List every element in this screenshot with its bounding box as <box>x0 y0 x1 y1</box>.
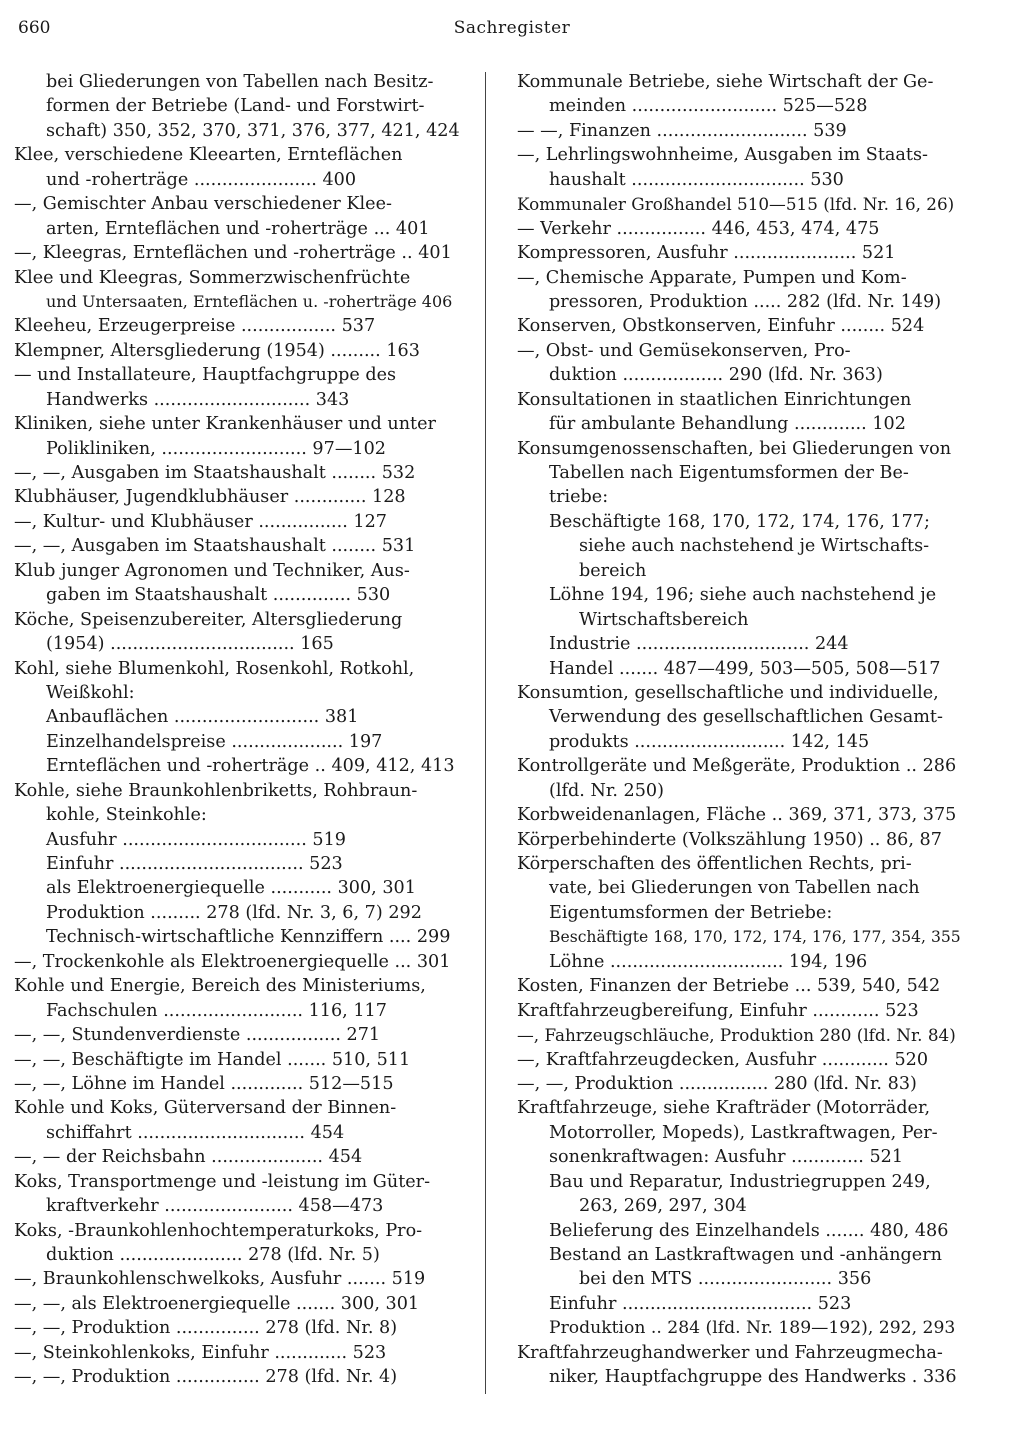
index-entry-line: —, Kleegras, Ernteflächen und -roherträge .. 401 <box>14 243 452 264</box>
index-entry-line: Wirtschaftsbereich <box>579 609 749 630</box>
index-entry-line: Tabellen nach Eigentumsformen der Be- <box>549 463 909 483</box>
index-entry-line: —, —, Produktion ............... 278 (lfd. Nr. 4) <box>14 1367 398 1388</box>
index-entry-line: Klee und Kleegras, Sommerzwischenfrüchte <box>14 267 411 288</box>
index-entry-line: —, —, Ausgaben im Staatshaushalt ........ 532 <box>14 463 416 483</box>
index-entry-line: Handel ....... 487—499, 503—505, 508—517 <box>549 658 941 679</box>
index-entry-line: —, Braunkohlenschwelkoks, Ausfuhr ....... 519 <box>14 1269 426 1290</box>
index-entry-line: Beschäftigte 168, 170, 172, 174, 176, 177; <box>549 511 930 532</box>
index-entry-line: sonenkraftwagen: Ausfuhr ............. 521 <box>549 1147 904 1168</box>
index-entry-line: meinden .......................... 525—528 <box>549 96 868 117</box>
index-entry-line: — und Installateure, Hauptfachgruppe des <box>14 365 397 386</box>
index-entry-line: vate, bei Gliederungen von Tabellen nach <box>549 878 920 899</box>
index-entry-line: pressoren, Produktion ..... 282 (lfd. Nr. 149) <box>549 291 942 312</box>
index-entry-line: Kraftfahrzeugbereifung, Einfuhr ............ 523 <box>517 1000 919 1021</box>
index-entry-line: — —, Finanzen ........................... 539 <box>517 120 847 141</box>
index-entry-line: Klubhäuser, Jugendklubhäuser ............. 128 <box>14 487 406 508</box>
page-number: 660 <box>18 18 51 38</box>
index-entry-line: Kommunaler Großhandel 510—515 (lfd. Nr. 16, 26) <box>517 194 955 215</box>
index-entry-line: —, Lehrlingswohnheime, Ausgaben im Staats- <box>517 145 928 166</box>
index-entry-line: Polikliniken, .......................... 97—102 <box>46 438 386 459</box>
index-entry-line: als Elektroenergiequelle ........... 300, 301 <box>46 878 416 899</box>
index-entry-line: kohle, Steinkohle: <box>46 805 207 826</box>
index-entry-line: Kontrollgeräte und Meßgeräte, Produktion .. 286 <box>517 756 957 777</box>
index-entry-line: Ausfuhr ................................. 519 <box>46 829 346 850</box>
index-entry-line: schiffahrt .............................. 454 <box>46 1122 345 1143</box>
index-entry-line: 263, 269, 297, 304 <box>579 1196 747 1217</box>
index-entry-line: —, Steinkohlenkoks, Einfuhr ............. 523 <box>14 1342 387 1363</box>
index-entry-line: Klee, verschiedene Kleearten, Ernteflächen <box>14 145 403 166</box>
index-column-right <box>517 70 961 1390</box>
index-entry-line: Handwerks ............................ 343 <box>46 389 350 410</box>
index-entry-line: arten, Ernteflächen und -roherträge ... 401 <box>46 218 430 239</box>
index-entry-line: bei den MTS ........................ 356 <box>579 1269 872 1290</box>
index-entry-line: Eigentumsformen der Betriebe: <box>549 902 833 923</box>
index-entry-line: —, Gemischter Anbau verschiedener Klee- <box>14 194 392 215</box>
index-entry-line: Kliniken, siehe unter Krankenhäuser und unter <box>14 414 436 435</box>
index-entry-line: triebe: <box>549 487 609 508</box>
index-entry-line: Körperschaften des öffentlichen Rechts, pri- <box>517 854 912 874</box>
index-entry-line: —, Kultur- und Klubhäuser ................ 127 <box>14 511 387 532</box>
index-entry-line: Technisch-wirtschaftliche Kennziffern .... 299 <box>46 927 451 948</box>
index-entry-line: Produktion ......... 278 (lfd. Nr. 3, 6, 7) 292 <box>46 902 422 923</box>
index-entry-line: niker, Hauptfachgruppe des Handwerks . 336 <box>549 1367 957 1388</box>
index-entry-line: Kohl, siehe Blumenkohl, Rosenkohl, Rotkohl, <box>14 658 415 679</box>
index-entry-line: Konsumtion, gesellschaftliche und individuelle, <box>517 682 939 703</box>
index-entry-line: Bau und Reparatur, Industriegruppen 249, <box>549 1171 931 1192</box>
index-entry-line: Kleeheu, Erzeugerpreise ................. 537 <box>14 316 376 337</box>
running-head: Sachregister <box>453 18 571 38</box>
index-entry-line: Klempner, Altersgliederung (1954) ......... 163 <box>14 340 420 361</box>
index-entry-line: Köche, Speisenzubereiter, Altersgliederung <box>14 609 403 630</box>
index-column-left <box>14 70 460 1390</box>
index-entry-line: gaben im Staatshaushalt .............. 530 <box>46 585 391 606</box>
index-entry-line: und Untersaaten, Ernteflächen u. -roherträge 406 <box>46 291 453 311</box>
index-entry-line: —, —, Ausgaben im Staatshaushalt ........ 531 <box>14 536 416 557</box>
index-entry-line: Kraftfahrzeuge, siehe Krafträder (Motorräder, <box>517 1098 931 1119</box>
index-entry-line: Kohle und Koks, Güterversand der Binnen- <box>14 1098 397 1119</box>
index-entry-line: Konsultationen in staatlichen Einrichtungen <box>517 389 912 410</box>
index-entry-line: Löhne 194, 196; siehe auch nachstehend je <box>549 585 937 606</box>
index-entry-line: —, Fahrzeugschläuche, Produktion 280 (lfd. Nr. 84) <box>517 1025 956 1046</box>
index-entry-line: Kompressoren, Ausfuhr ...................... 521 <box>517 243 896 264</box>
index-entry-line: —, Obst- und Gemüsekonserven, Pro- <box>517 340 851 361</box>
index-entry-line: (1954) ................................. 165 <box>46 634 334 655</box>
index-entry-line: produkts ........................... 142, 145 <box>549 731 870 752</box>
index-entry-line: —, Chemische Apparate, Pumpen und Kom- <box>517 267 907 288</box>
index-entry-line: Verwendung des gesellschaftlichen Gesamt- <box>549 707 943 728</box>
index-entry-line: Löhne ............................... 194, 196 <box>549 951 868 972</box>
index-entry-line: haushalt ............................... 530 <box>549 169 844 190</box>
index-entry-line: —, —, Produktion ............... 278 (lfd. Nr. 8) <box>14 1318 398 1339</box>
index-entry-line: Einfuhr ................................. 523 <box>46 854 343 874</box>
index-entry-line: —, Kraftfahrzeugdecken, Ausfuhr ............ 520 <box>517 1049 929 1070</box>
index-entry-line: Produktion .. 284 (lfd. Nr. 189—192), 292, 293 <box>549 1318 956 1339</box>
index-entry-line: kraftverkehr ....................... 458—473 <box>46 1196 384 1217</box>
page-header <box>14 18 1010 44</box>
index-entry-line: (lfd. Nr. 250) <box>549 780 664 801</box>
column-divider <box>485 72 486 1394</box>
index-entry-line: formen der Betriebe (Land- und Forstwirt- <box>46 96 425 117</box>
index-entry-line: Koks, Transportmenge und -leistung im Güter- <box>14 1171 431 1192</box>
index-entry-line: und -roherträge ...................... 400 <box>46 169 357 190</box>
index-entry-line: Körperbehinderte (Volkszählung 1950) .. 86, 87 <box>517 829 942 850</box>
index-entry-line: —, —, Löhne im Handel ............. 512—515 <box>14 1073 394 1094</box>
index-entry-line: siehe auch nachstehend je Wirtschafts- <box>579 536 930 557</box>
index-entry-line: —, —, Produktion ................ 280 (lfd. Nr. 83) <box>517 1073 917 1094</box>
index-entry-line: für ambulante Behandlung ............. 102 <box>549 414 906 435</box>
index-entry-line: Bestand an Lastkraftwagen und -anhängern <box>549 1245 942 1265</box>
index-entry-line: Kraftfahrzeughandwerker und Fahrzeugmecha- <box>517 1342 943 1363</box>
index-entry-line: Kohle, siehe Braunkohlenbriketts, Rohbraun- <box>14 780 418 801</box>
index-entry-line: bereich <box>579 560 647 581</box>
index-entry-line: Konsumgenossenschaften, bei Gliederungen von <box>517 438 952 459</box>
index-entry-line: Belieferung des Einzelhandels ....... 480, 486 <box>549 1220 949 1241</box>
index-entry-line: Weißkohl: <box>46 682 135 703</box>
index-entry-line: Konserven, Obstkonserven, Einfuhr ........ 524 <box>517 316 925 337</box>
index-entry-line: —, — der Reichsbahn .................... 454 <box>14 1147 363 1168</box>
index-entry-line: —, —, Beschäftigte im Handel ....... 510, 511 <box>14 1049 411 1070</box>
index-entry-line: schaft) 350, 352, 370, 371, 376, 377, 421, 424 <box>46 120 460 141</box>
index-entry-line: Kohle und Energie, Bereich des Ministeriums, <box>14 976 426 997</box>
index-entry-line: Beschäftigte 168, 170, 172, 174, 176, 177, 354, 355 <box>549 928 961 947</box>
index-entry-line: —, —, als Elektroenergiequelle ....... 300, 301 <box>14 1293 420 1314</box>
index-entry-line: Anbauflächen .......................... 381 <box>46 707 359 728</box>
index-entry-line: Einfuhr .................................. 523 <box>549 1293 852 1314</box>
index-entry-line: duktion .................. 290 (lfd. Nr. 363) <box>549 365 883 386</box>
index-entry-line: Kommunale Betriebe, siehe Wirtschaft der Ge- <box>517 72 934 92</box>
index-entry-line: —, —, Stundenverdienste ................. 271 <box>14 1025 381 1046</box>
index-entry-line: Industrie ............................... 244 <box>549 634 849 655</box>
index-entry-line: Motorroller, Mopeds), Lastkraftwagen, Per- <box>549 1122 938 1143</box>
index-entry-line: Einzelhandelspreise .................... 197 <box>46 731 383 752</box>
index-entry-line: Fachschulen ......................... 116, 117 <box>46 1000 387 1021</box>
index-entry-line: Kosten, Finanzen der Betriebe ... 539, 540, 542 <box>517 976 941 997</box>
index-entry-line: —, Trockenkohle als Elektroenergiequelle ... 301 <box>14 951 451 972</box>
index-entry-line: bei Gliederungen von Tabellen nach Besitz- <box>46 72 434 92</box>
index-entry-line: duktion ...................... 278 (lfd. Nr. 5) <box>46 1245 380 1265</box>
index-entry-line: Korbweidenanlagen, Fläche .. 369, 371, 373, 375 <box>517 805 957 826</box>
index-entry-line: Koks, -Braunkohlenhochtemperaturkoks, Pro- <box>14 1220 423 1241</box>
index-entry-line: Klub junger Agronomen und Techniker, Aus- <box>14 560 410 581</box>
index-entry-line: — Verkehr ................ 446, 453, 474, 475 <box>517 218 880 239</box>
index-entry-line: Ernteflächen und -roherträge .. 409, 412, 413 <box>46 756 455 777</box>
